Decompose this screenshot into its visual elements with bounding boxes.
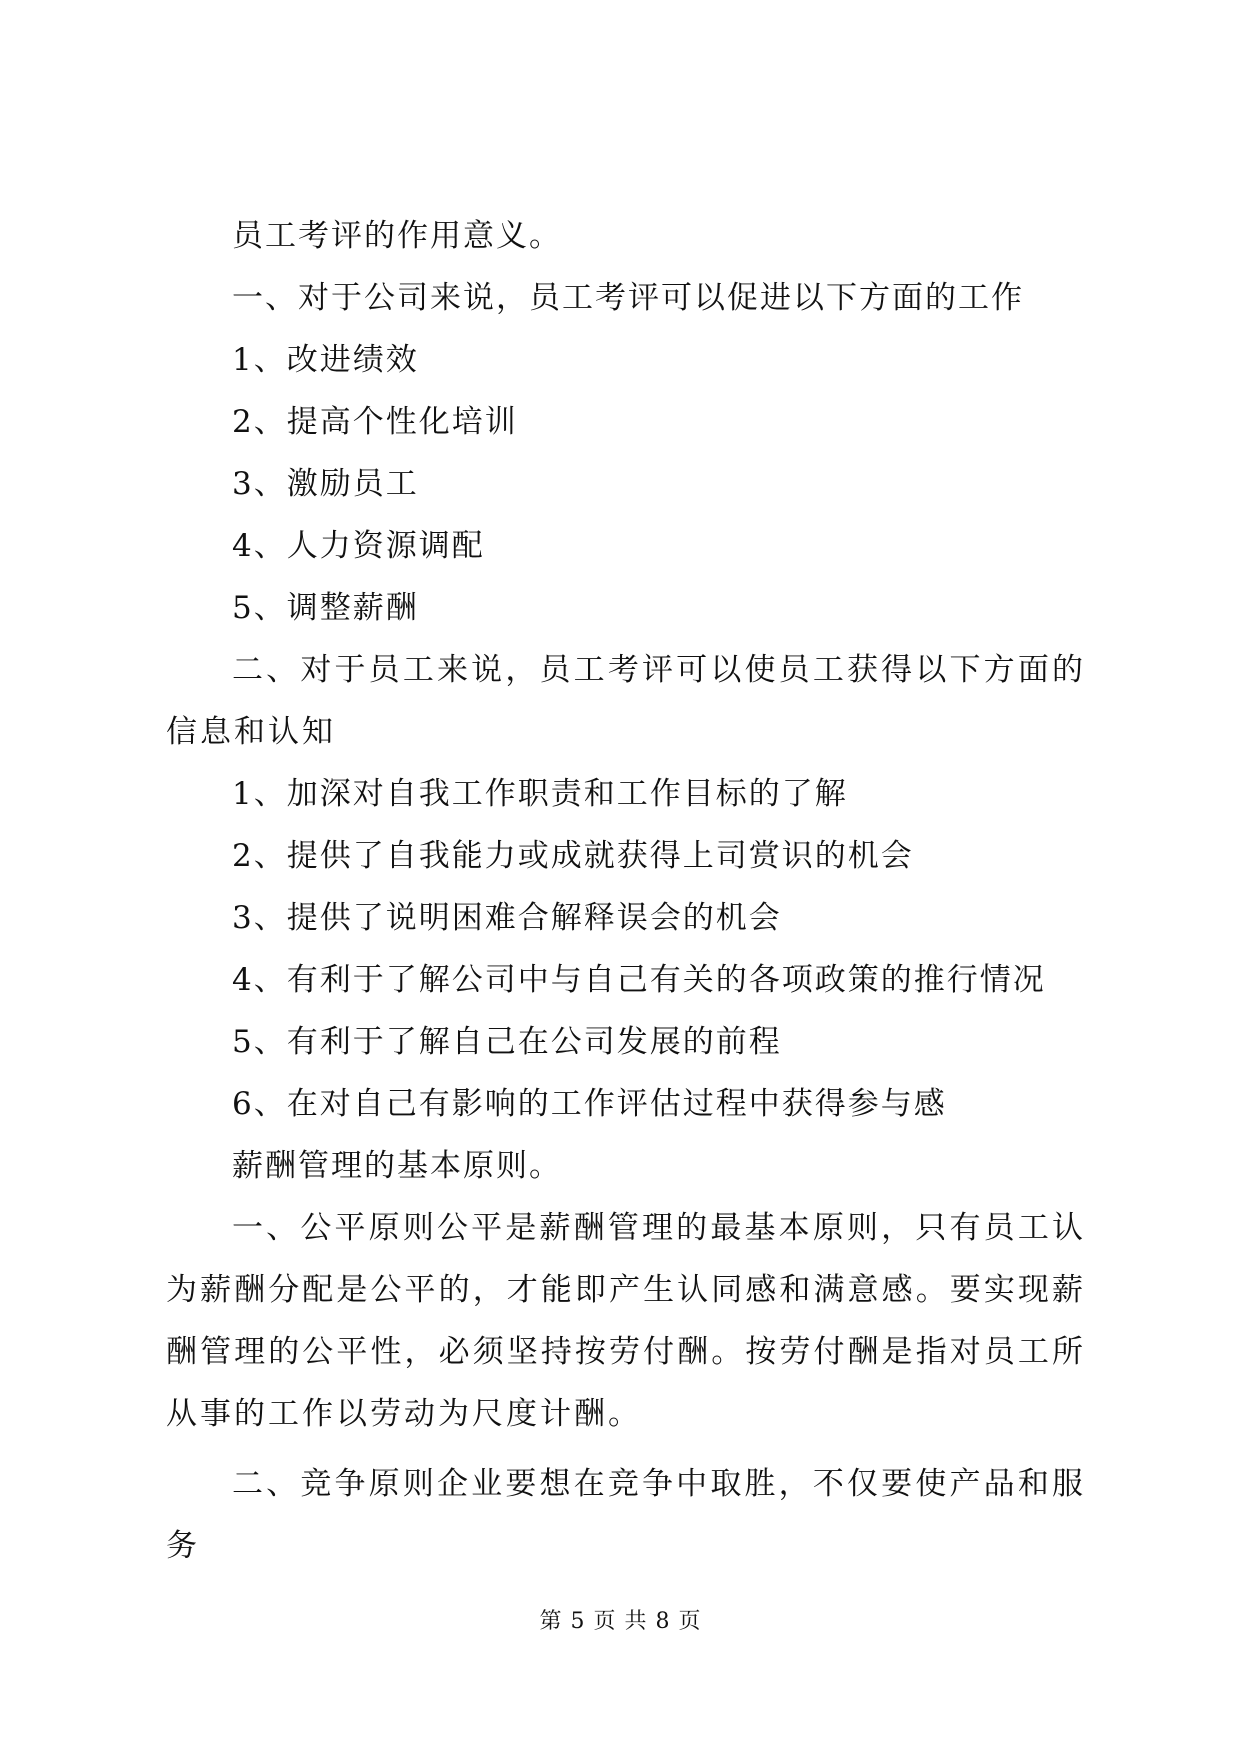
section-one-heading: 一、对于公司来说，员工考评可以促进以下方面的工作 (232, 280, 1024, 316)
heading-evaluation-significance: 员工考评的作用意义。 (232, 218, 562, 254)
list-item: 3、提供了说明困难合解释误会的机会 (232, 900, 782, 936)
page-footer: 第 5 页 共 8 页 (539, 1609, 702, 1634)
competition-paragraph: 二、竞争原则企业要想在竞争中取胜，不仅要使产品和服务 (166, 1466, 1086, 1564)
document-body (166, 205, 1086, 1577)
list-item: 6、在对自己有影响的工作评估过程中获得参与感 (232, 1086, 947, 1122)
list-item: 1、改进绩效 (232, 342, 419, 378)
list-item: 3、激励员工 (232, 466, 419, 502)
paragraph-gap (166, 1445, 1086, 1453)
list-item: 4、有利于了解公司中与自己有关的各项政策的推行情况 (232, 962, 1046, 998)
list-item: 2、提高个性化培训 (232, 404, 518, 440)
list-item: 1、加深对自我工作职责和工作目标的了解 (232, 776, 848, 812)
list-item: 5、有利于了解自己在公司发展的前程 (232, 1024, 782, 1060)
salary-heading: 薪酬管理的基本原则。 (232, 1148, 562, 1184)
fairness-paragraph: 一、公平原则公平是薪酬管理的最基本原则，只有员工认为薪酬分配是公平的，才能即产生认同感和满意感。要实现薪酬管理的公平性，必须坚持按劳付酬。按劳付酬是指对员工所从事的工作以劳动为尺度计酬。 (166, 1210, 1086, 1432)
list-item: 4、人力资源调配 (232, 528, 485, 564)
section-two-paragraph: 二、对于员工来说，员工考评可以使员工获得以下方面的信息和认知 (166, 652, 1086, 750)
list-item: 2、提供了自我能力或成就获得上司赏识的机会 (232, 838, 914, 874)
list-item: 5、调整薪酬 (232, 590, 419, 626)
